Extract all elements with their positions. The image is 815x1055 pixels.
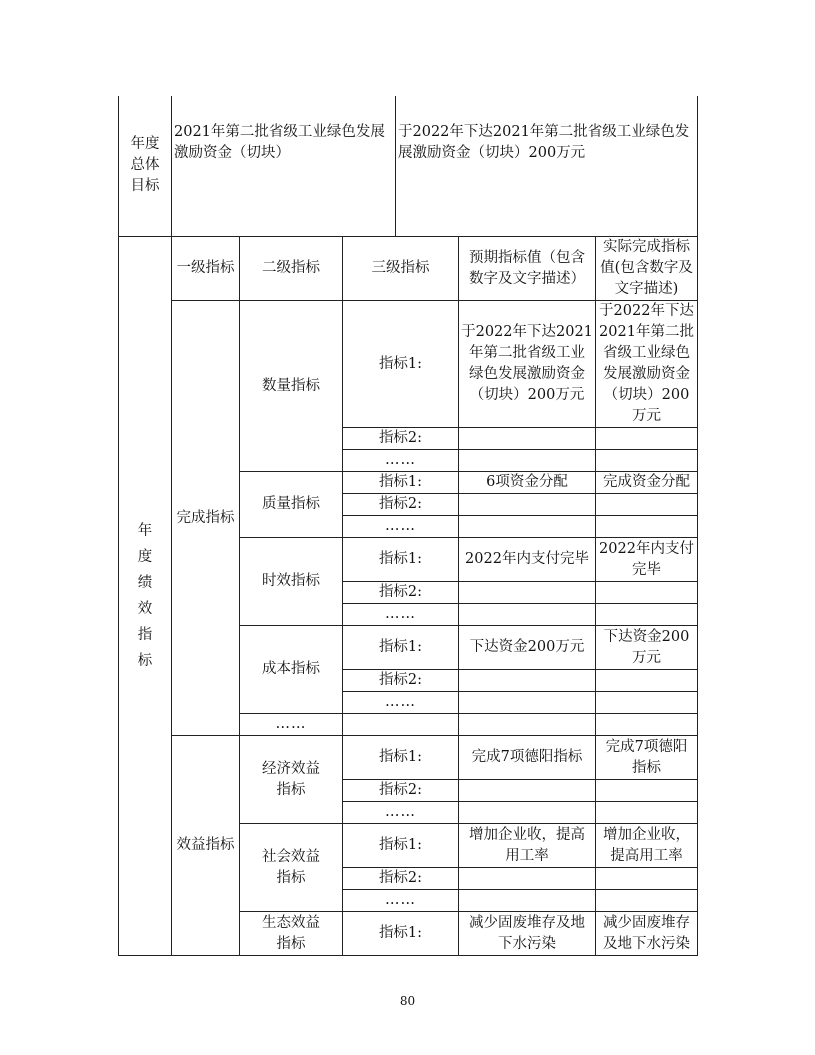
header-expected: 预期指标值（包含 数字及文字描述） [459,237,596,301]
indicator-label: 指标1: [343,472,459,494]
ecological-actual-value: 减少固废堆存 及地下水污染 [596,912,698,956]
quantity-indicator-label: 数量指标 [240,301,343,472]
header-level1: 一级指标 [172,237,240,301]
quantity-expected-value: 于2022年下达2021 年第二批省级工业 绿色发展激励资金 （切块）200万元 [459,301,596,428]
economic-benefit-label: 经济效益 指标 [240,736,343,824]
more-indicators: …… [343,692,459,714]
indicator-label: 指标2: [343,670,459,692]
overall-target-table [118,96,698,237]
quality-actual-value: 完成资金分配 [596,472,698,494]
header-level2: 二级指标 [240,237,343,301]
page-number: 80 [399,994,416,1008]
cost-expected-value: 下达资金200万元 [459,626,596,670]
ecological-expected-value: 减少固废堆存及地 下水污染 [459,912,596,956]
economic-actual-value: 完成7项德阳 指标 [596,736,698,780]
indicator-label: 指标1: [343,301,459,428]
indicator-label: 指标1: [343,538,459,582]
more-indicators: …… [343,516,459,538]
ecological-benefit-label: 生态效益 指标 [240,912,343,956]
overall-target-project-name: 2021年第二批省级工业绿色发展激励资金（切块） [172,96,396,236]
more-indicators: …… [343,450,459,472]
benefit-indicator-label: 效益指标 [172,736,240,956]
header-level3: 三级指标 [343,237,459,301]
indicator-label: 指标2: [343,494,459,516]
indicator-label: 指标1: [343,912,459,956]
indicator-label: 指标1: [343,626,459,670]
indicator-label: 指标2: [343,780,459,802]
timeliness-actual-value: 2022年内支付 完毕 [596,538,698,582]
timeliness-expected-value: 2022年内支付完毕 [459,538,596,582]
more-level2-indicators: …… [240,714,343,736]
quality-expected-value: 6项资金分配 [459,472,596,494]
social-actual-value: 增加企业收， 提高用工率 [596,824,698,868]
social-benefit-label: 社会效益 指标 [240,824,343,912]
social-expected-value: 增加企业收，提高 用工率 [459,824,596,868]
timeliness-indicator-label: 时效指标 [240,538,343,626]
more-indicators: …… [343,802,459,824]
header-actual: 实际完成指标 值(包含数字及 文字描述) [596,237,698,301]
annual-performance-label: 年 度 绩 效 指 标 [119,237,172,956]
performance-indicator-table [118,236,698,956]
indicator-label: 指标1: [343,824,459,868]
economic-expected-value: 完成7项德阳指标 [459,736,596,780]
more-indicators: …… [343,604,459,626]
cost-actual-value: 下达资金200 万元 [596,626,698,670]
quality-indicator-label: 质量指标 [240,472,343,538]
overall-target-description: 于2022年下达2021年第二批省级工业绿色发展激励资金（切块）200万元 [396,96,698,236]
indicator-label: 指标2: [343,428,459,450]
indicator-label: 指标1: [343,736,459,780]
overall-target-label: 年度 总体 目标 [119,96,172,236]
cost-indicator-label: 成本指标 [240,626,343,714]
completion-indicator-label: 完成指标 [172,301,240,736]
indicator-label: 指标2: [343,582,459,604]
indicator-label: 指标2: [343,868,459,890]
more-indicators: …… [343,890,459,912]
quantity-actual-value: 于2022年下达 2021年第二批 省级工业绿色 发展激励资金 （切块）200 万元 [596,301,698,428]
